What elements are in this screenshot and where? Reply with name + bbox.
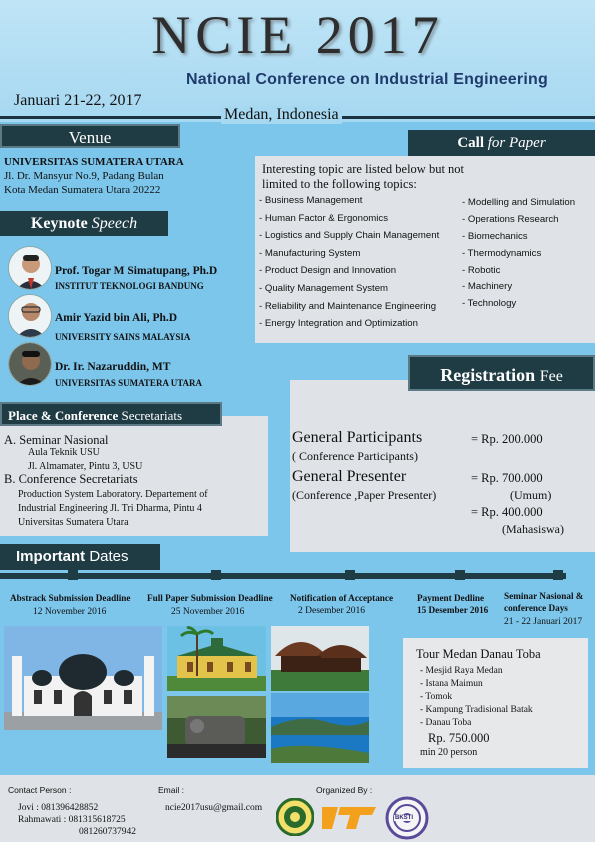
photo-mesjid-raya xyxy=(4,626,162,730)
registration-label xyxy=(408,355,595,391)
place-label xyxy=(0,402,222,426)
organized-label: Organized By : xyxy=(316,785,373,795)
speaker-photo-2 xyxy=(8,294,52,338)
general-participants-sub: ( Conference Participants) xyxy=(292,449,418,463)
topic-item: - Reliability and Maintenance Engineering xyxy=(259,300,437,312)
speaker-photo-3 xyxy=(8,342,52,386)
mahasiswa-label: (Mahasiswa) xyxy=(502,522,564,536)
speaker-name-1: Prof. Togar M Simatupang, Ph.D xyxy=(55,265,218,277)
timeline-node xyxy=(68,570,78,580)
conference-subtitle: National Conference on Industrial Engineering xyxy=(186,71,548,88)
general-participants: General Participants xyxy=(292,429,423,446)
keynote-label-bold: Keynote xyxy=(30,215,88,232)
cfp-intro-line-1: Interesting topic are listed below but not xyxy=(262,162,465,176)
important-dates-label xyxy=(0,544,160,570)
photo-tomok xyxy=(167,696,266,758)
photo-istana-maimun xyxy=(167,626,266,691)
topic-item: - Operations Research xyxy=(462,213,559,225)
timeline-node xyxy=(345,570,355,580)
keynote-label-italic: Speech xyxy=(91,215,138,232)
place-a-title: A. Seminar Nasional xyxy=(4,433,109,447)
tour-item: - Istana Maimun xyxy=(420,679,483,689)
dates-label-bold: Important xyxy=(16,548,86,565)
tour-item: - Tomok xyxy=(420,692,453,702)
speaker-name-3: Dr. Ir. Nazaruddin, MT xyxy=(55,361,171,373)
date-title-1: Abstrack Submission Deadline xyxy=(10,593,131,603)
place-b-title: B. Conference Secretariats xyxy=(4,472,138,486)
speaker-institution-1: INSTITUT TEKNOLOGI BANDUNG xyxy=(55,281,204,291)
topic-item: - Thermodynamics xyxy=(462,247,542,259)
place-a-line-1: Aula Teknik USU xyxy=(28,447,100,458)
general-participants-fee: = Rp. 200.000 xyxy=(471,432,543,446)
date-value-2: 25 November 2016 xyxy=(171,607,245,617)
place-b-line-1: Production System Laboratory. Departement of xyxy=(18,489,208,500)
topic-item: - Technology xyxy=(462,298,517,310)
topic-item: - Machinery xyxy=(462,281,513,293)
usu-logo-icon xyxy=(276,798,314,836)
photo-kampung-batak xyxy=(271,626,369,691)
reg-label-normal: Fee xyxy=(539,368,563,385)
topic-item: - Manufacturing System xyxy=(259,247,361,259)
cfp-intro-line-2: limited to the following topics: xyxy=(262,177,417,191)
presenter-fee-mahasiswa: = Rp. 400.000 xyxy=(471,505,543,519)
timeline-bar xyxy=(0,573,566,579)
person-icon xyxy=(9,343,52,386)
venue-label: Venue xyxy=(0,124,180,148)
topic-item: - Biomechanics xyxy=(462,230,528,242)
speaker-name-2: Amir Yazid bin Ali, Ph.D xyxy=(55,312,178,324)
page-title: NCIE 2017 xyxy=(151,5,444,65)
presenter-fee-umum: = Rp. 700.000 xyxy=(471,471,543,485)
umum-label: (Umum) xyxy=(510,488,552,502)
place-b-line-2: Industrial Engineering Jl. Tri Dharma, Pintu 4 xyxy=(18,503,202,514)
contact-label: Contact Person : xyxy=(8,785,72,795)
tomok-image xyxy=(167,696,266,758)
date-title-2: Full Paper Submission Deadline xyxy=(147,593,273,603)
palace-image xyxy=(167,626,266,691)
mosque-image xyxy=(4,626,162,730)
date-title-3: Notification of Acceptance xyxy=(290,593,394,603)
email-label: Email : xyxy=(158,785,184,795)
contact-3: 081260737942 xyxy=(79,827,136,837)
date-title-4: Payment Dedline xyxy=(417,593,485,603)
conference-location: Medan, Indonesia xyxy=(221,106,342,124)
general-presenter: General Presenter xyxy=(292,468,407,485)
venue-address-line-1: Jl. Dr. Mansyur No.9, Padang Bulan xyxy=(4,170,164,182)
cfp-label-italic: for Paper xyxy=(487,135,546,151)
tour-title: Tour Medan Danau Toba xyxy=(416,647,541,661)
date-value-1: 12 November 2016 xyxy=(33,607,107,617)
place-label-normal: Secretariats xyxy=(121,408,183,423)
speaker-photo-1 xyxy=(8,246,52,290)
tour-item: - Danau Toba xyxy=(420,718,472,728)
keynote-label xyxy=(0,211,168,236)
timeline-node xyxy=(211,570,221,580)
venue-info xyxy=(4,155,184,197)
place-b-line-3: Universitas Sumatera Utara xyxy=(18,517,129,528)
topic-list-left xyxy=(259,195,439,336)
place-a-line-2: Jl. Almamater, Pintu 3, USU xyxy=(28,461,143,472)
cfp-intro xyxy=(262,162,522,192)
topic-item: - Robotic xyxy=(462,264,501,276)
timeline-node xyxy=(553,570,563,580)
email-value[interactable]: ncie2017usu@gmail.com xyxy=(165,803,263,813)
date-value-5: 21 - 22 Januari 2017 xyxy=(504,617,583,627)
batak-house-image xyxy=(271,626,369,691)
topic-item: - Logistics and Supply Chain Management xyxy=(259,230,440,242)
topic-item: - Business Management xyxy=(259,195,363,206)
dates-label-normal: Dates xyxy=(89,548,129,565)
tour-min: min 20 person xyxy=(420,747,478,758)
place-label-bold: Place & Conference xyxy=(8,408,119,423)
topic-item: - Energy Integration and Optimization xyxy=(259,318,418,330)
date-title-5a: Seminar Nasional & xyxy=(504,591,584,601)
reg-label-bold: Registration xyxy=(440,365,536,385)
topic-item: - Quality Management System xyxy=(259,282,389,294)
date-value-3: 2 Desember 2016 xyxy=(298,606,366,616)
topic-item: - Human Factor & Ergonomics xyxy=(259,212,389,224)
speaker-institution-2: UNIVERSITY SAINS MALAYSIA xyxy=(55,332,191,342)
topic-item: - Modelling and Simulation xyxy=(462,197,576,208)
tour-item: - Kampung Tradisional Batak xyxy=(420,705,533,715)
timeline-node xyxy=(455,570,465,580)
call-for-paper-label xyxy=(408,130,595,156)
tour-item: - Mesjid Raya Medan xyxy=(420,666,503,676)
ltp-logo-icon xyxy=(320,803,378,833)
speaker-institution-3: UNIVERSITAS SUMATERA UTARA xyxy=(55,378,203,388)
contact-2: Rahmawati : 081315618725 xyxy=(18,815,126,825)
venue-name: UNIVERSITAS SUMATERA UTARA xyxy=(4,156,184,168)
tour-price: Rp. 750.000 xyxy=(428,731,490,745)
person-icon xyxy=(9,295,52,338)
topic-item: - Product Design and Innovation xyxy=(259,265,397,277)
lake-image xyxy=(271,693,369,763)
photo-danau-toba xyxy=(271,693,369,763)
conference-date: Januari 21-22, 2017 xyxy=(14,92,142,109)
date-value-4: 15 Desember 2016 xyxy=(417,605,489,615)
general-presenter-sub: (Conference ,Paper Presenter) xyxy=(292,488,437,502)
contact-1: Jovi : 081396428852 xyxy=(18,803,99,813)
person-icon xyxy=(9,247,52,290)
venue-address-line-2: Kota Medan Sumatera Utara 20222 xyxy=(4,184,161,196)
topic-list-right xyxy=(462,197,575,315)
cfp-label-bold: Call xyxy=(457,135,484,151)
date-title-5b: conference Days xyxy=(504,603,568,613)
